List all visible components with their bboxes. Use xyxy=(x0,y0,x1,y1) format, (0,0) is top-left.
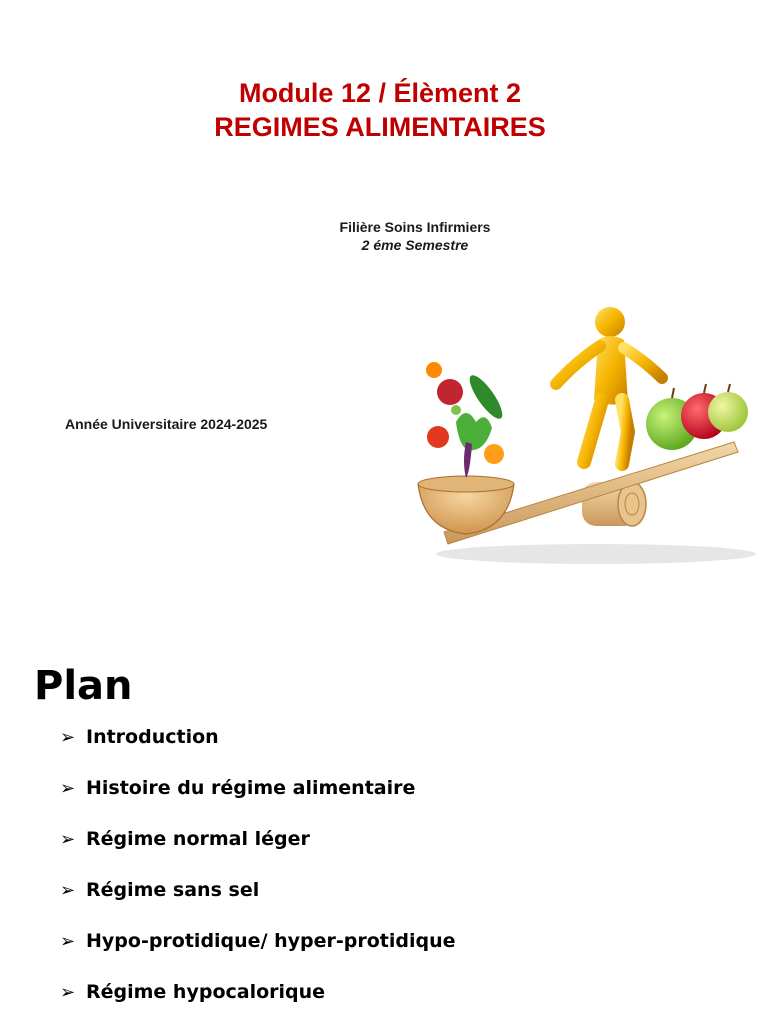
list-item xyxy=(60,826,456,877)
slide-title xyxy=(0,76,760,144)
arrow-bullet-icon: ➢ xyxy=(60,982,76,1002)
module-title: Module 12 / Élèment 2 xyxy=(238,78,522,108)
arrow-bullet-icon: ➢ xyxy=(60,778,76,798)
plan-section xyxy=(0,640,768,1024)
plan-item-label: Histoire du régime alimentaire xyxy=(86,777,416,799)
plan-item-label: Hypo-protidique/ hyper-protidique xyxy=(86,930,456,952)
arrow-bullet-icon: ➢ xyxy=(60,727,76,747)
course-title: REGIMES ALIMENTAIRES xyxy=(214,112,546,142)
plan-item-label: Introduction xyxy=(86,726,219,748)
plan-item-label: Régime normal léger xyxy=(86,828,310,850)
arrow-bullet-icon: ➢ xyxy=(60,829,76,849)
arrow-bullet-icon: ➢ xyxy=(60,880,76,900)
list-item xyxy=(60,775,456,826)
balance-seesaw-fruits-illustration xyxy=(396,292,768,577)
semester-label: 2 éme Semestre xyxy=(361,237,469,253)
academic-year: Année Universitaire 2024-2025 xyxy=(65,416,268,432)
arrow-bullet-icon: ➢ xyxy=(60,931,76,951)
list-item xyxy=(60,928,456,979)
list-item xyxy=(60,724,456,775)
list-item xyxy=(60,979,456,1024)
plan-heading: Plan xyxy=(34,663,133,709)
plan-list xyxy=(60,724,456,1024)
plan-item-label: Régime hypocalorique xyxy=(86,981,326,1003)
program-name: Filière Soins Infirmiers xyxy=(339,219,491,235)
list-item xyxy=(60,877,456,928)
program-info xyxy=(290,218,540,254)
plan-item-label: Régime sans sel xyxy=(86,879,260,901)
